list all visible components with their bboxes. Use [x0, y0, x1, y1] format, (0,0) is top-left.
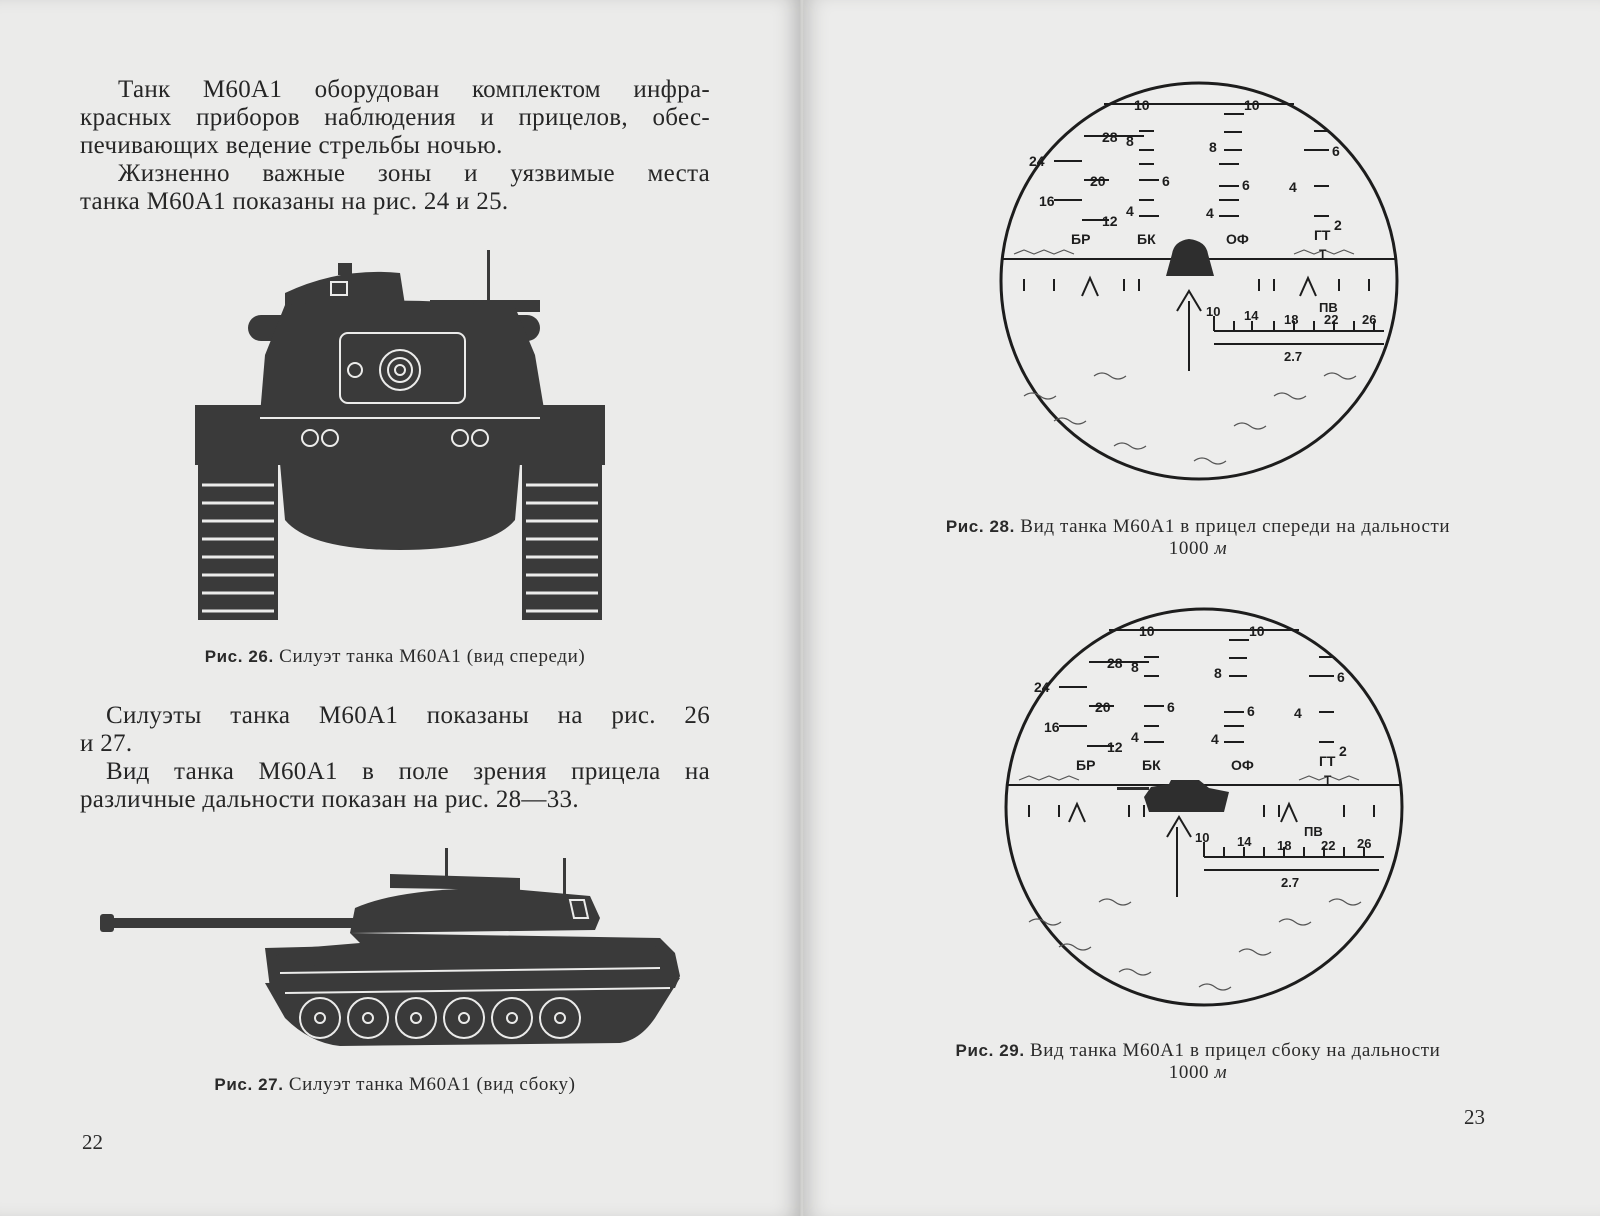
reticle-label: 12 [1107, 739, 1123, 755]
reticle-label: 2.7 [1281, 875, 1300, 890]
fig28-distance: 1000 [1168, 538, 1210, 559]
text-line: Вид танка М60А1 в поле зрения прицела на [106, 758, 710, 785]
reticle-label: 18 [1284, 312, 1299, 327]
reticle-label: 26 [1357, 836, 1372, 851]
paragraph-silhouettes [80, 702, 710, 758]
fig26-caption [80, 646, 710, 668]
reticle-label: 28 [1102, 129, 1118, 145]
reticle-label: ПВ [1304, 824, 1323, 839]
fig29-unit: м [1214, 1062, 1228, 1083]
reticle-label: 10 [1195, 830, 1210, 845]
fig28-sight-reticle [994, 76, 1404, 486]
reticle-label: 6 [1247, 703, 1255, 719]
reticle-label: ГТ [1319, 753, 1336, 769]
reticle-label: 16 [1044, 719, 1060, 735]
fig28-label: Рис. 28. [945, 517, 1015, 536]
fig26-label: Рис. 26. [204, 647, 274, 666]
page-number-left: 22 [82, 1130, 103, 1154]
reticle-label: 10 [1139, 623, 1155, 639]
reticle-label: 8 [1126, 133, 1134, 149]
reticle-label: 2 [1334, 217, 1342, 233]
text-line: различные дальности показан на рис. 28—33. [80, 786, 579, 813]
right-page [804, 0, 1600, 1216]
text-line: Танк М60А1 оборудован комплектом инфра- [118, 76, 710, 103]
reticle-label: 20 [1095, 699, 1111, 715]
reticle-label: 6 [1167, 699, 1175, 715]
text-line: Силуэты танка М60А1 показаны на рис. 26 [106, 702, 710, 729]
fig27-label: Рис. 27. [214, 1075, 284, 1094]
fig29-sight-reticle [999, 602, 1409, 1012]
fig28-text: Вид танка М60А1 в прицел спереди на дальности [1020, 516, 1451, 537]
text-line: печивающих ведение стрельбы ночью. [80, 132, 503, 159]
reticle-label: 6 [1337, 669, 1345, 685]
reticle-label: 4 [1206, 205, 1214, 221]
reticle-label: 6 [1332, 143, 1340, 159]
reticle-label: БР [1071, 231, 1091, 247]
reticle-label: 28 [1107, 655, 1123, 671]
reticle-label: 24 [1034, 679, 1050, 695]
reticle-label: 20 [1090, 173, 1106, 189]
paragraph-vital-zones [80, 160, 710, 216]
fig26-text: Силуэт танка М60А1 (вид спереди) [279, 646, 586, 667]
reticle-label: ПВ [1319, 300, 1338, 315]
paragraph-ir-equipment [80, 76, 710, 160]
text-line: танка М60А1 показаны на рис. 24 и 25. [80, 188, 509, 215]
reticle-label: 22 [1324, 312, 1339, 327]
reticle-label: БР [1076, 757, 1096, 773]
reticle-label: 8 [1131, 659, 1139, 675]
reticle-label: БК [1142, 757, 1161, 773]
reticle-label: 4 [1294, 705, 1302, 721]
tank-side-silhouette [100, 848, 700, 1078]
reticle-label: 8 [1209, 139, 1217, 155]
reticle-label: 4 [1211, 731, 1219, 747]
fig29-caption [868, 1040, 1528, 1084]
reticle-label: 14 [1244, 308, 1259, 323]
fig28-unit: м [1214, 538, 1228, 559]
reticle-label: 26 [1362, 312, 1377, 327]
tank-front-silhouette [190, 245, 620, 630]
text-line: красных приборов наблюдения и прицелов, обес- [80, 104, 710, 131]
reticle-label: 4 [1126, 203, 1134, 219]
reticle-label: 14 [1237, 834, 1252, 849]
reticle-label: ОФ [1231, 757, 1254, 773]
reticle-label: 4 [1289, 179, 1297, 195]
reticle-label: ОФ [1226, 231, 1249, 247]
reticle-label: 2 [1339, 743, 1347, 759]
reticle-label: 4 [1131, 729, 1139, 745]
reticle-label: 12 [1102, 213, 1118, 229]
reticle-label: 18 [1277, 838, 1292, 853]
text-line: и 27. [80, 730, 133, 757]
reticle-label: Т [1324, 773, 1332, 787]
fig28-caption [868, 516, 1528, 560]
page-number-right: 23 [1464, 1105, 1485, 1129]
reticle-label: 24 [1029, 153, 1045, 169]
fig29-label: Рис. 29. [955, 1041, 1025, 1060]
text-line: Жизненно важные зоны и уязвимые места [118, 160, 710, 187]
reticle-label: БК [1137, 231, 1156, 247]
reticle-label: 22 [1321, 838, 1336, 853]
reticle-label: 16 [1039, 193, 1055, 209]
reticle-label: ГТ [1314, 227, 1331, 243]
reticle-label: 10 [1249, 623, 1265, 639]
reticle-label: 10 [1206, 304, 1221, 319]
reticle-label: 10 [1244, 97, 1260, 113]
reticle-label: 10 [1134, 97, 1150, 113]
paragraph-sight-view [80, 758, 710, 814]
reticle-label: 6 [1242, 177, 1250, 193]
fig27-caption [80, 1074, 710, 1096]
reticle-label: 6 [1162, 173, 1170, 189]
reticle-label: 8 [1214, 665, 1222, 681]
reticle-label: Т [1319, 247, 1327, 261]
reticle-label: 2.7 [1284, 349, 1303, 364]
fig29-distance: 1000 [1168, 1062, 1210, 1083]
fig27-text: Силуэт танка М60А1 (вид сбоку) [288, 1074, 576, 1095]
fig29-text: Вид танка М60А1 в прицел сбоку на дальности [1030, 1040, 1441, 1061]
